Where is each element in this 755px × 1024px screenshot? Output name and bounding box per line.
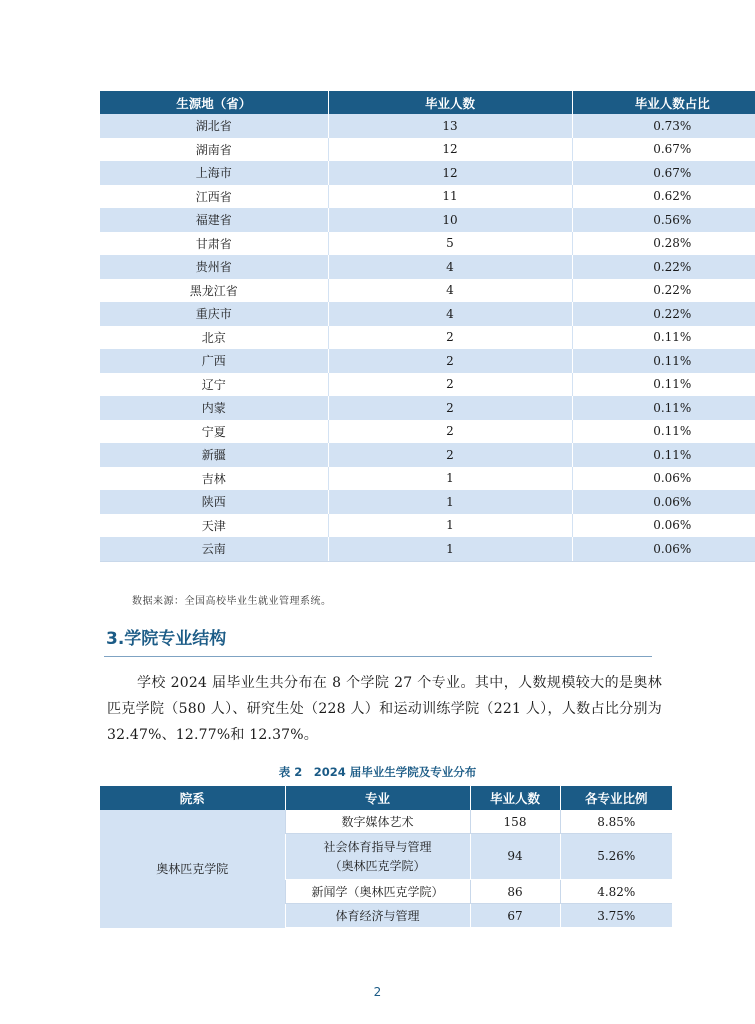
table-row xyxy=(100,138,755,162)
major-name: 新闻学（奥林匹克学院） xyxy=(285,880,470,904)
table-row xyxy=(100,208,755,232)
province-name: 吉林 xyxy=(100,467,328,491)
graduate-count: 158 xyxy=(470,810,560,834)
graduate-ratio: 0.22% xyxy=(572,279,755,303)
table-row xyxy=(100,326,755,350)
major-name-line2: （奥林匹克学院） xyxy=(329,858,426,873)
major-ratio: 5.26% xyxy=(560,834,672,880)
province-name: 湖北省 xyxy=(100,114,328,138)
graduate-ratio: 0.67% xyxy=(572,138,755,162)
heading-divider xyxy=(104,656,652,657)
header-major: 专业 xyxy=(285,786,470,810)
graduate-ratio: 0.73% xyxy=(572,114,755,138)
graduate-ratio: 0.11% xyxy=(572,443,755,467)
table-row xyxy=(100,255,755,279)
graduate-count: 12 xyxy=(328,161,572,185)
graduate-ratio: 0.06% xyxy=(572,514,755,538)
graduate-ratio: 0.62% xyxy=(572,185,755,209)
province-name: 广西 xyxy=(100,349,328,373)
province-name: 新疆 xyxy=(100,443,328,467)
graduate-count: 1 xyxy=(328,514,572,538)
major-name-line1: 社会体育指导与管理 xyxy=(323,839,432,854)
major-name: 体育经济与管理 xyxy=(285,904,470,928)
major-ratio: 3.75% xyxy=(560,904,672,928)
province-name: 上海市 xyxy=(100,161,328,185)
graduate-ratio: 0.06% xyxy=(572,467,755,491)
section-heading: 3.学院专业结构 xyxy=(106,629,227,649)
graduate-ratio: 0.22% xyxy=(572,255,755,279)
graduate-count: 4 xyxy=(328,279,572,303)
graduate-ratio: 0.11% xyxy=(572,326,755,350)
graduate-count: 86 xyxy=(470,880,560,904)
graduate-ratio: 0.11% xyxy=(572,349,755,373)
table-row xyxy=(100,373,755,397)
header-graduate-count: 毕业人数 xyxy=(328,91,572,114)
province-name: 湖南省 xyxy=(100,138,328,162)
province-name: 福建省 xyxy=(100,208,328,232)
graduate-count: 1 xyxy=(328,537,572,561)
graduate-count: 2 xyxy=(328,373,572,397)
table-header-row xyxy=(100,91,755,114)
province-name: 甘肃省 xyxy=(100,232,328,256)
province-name: 贵州省 xyxy=(100,255,328,279)
graduate-count: 4 xyxy=(328,255,572,279)
province-name: 黑龙江省 xyxy=(100,279,328,303)
table-row xyxy=(100,302,755,326)
page-number: 2 xyxy=(373,985,382,999)
header-graduate-count: 毕业人数 xyxy=(470,786,560,810)
table-row xyxy=(100,396,755,420)
header-province: 生源地（省） xyxy=(100,91,328,114)
province-name: 陕西 xyxy=(100,490,328,514)
graduate-count: 12 xyxy=(328,138,572,162)
table-row xyxy=(100,232,755,256)
graduate-count: 1 xyxy=(328,490,572,514)
table-body xyxy=(100,114,755,561)
graduate-ratio: 0.11% xyxy=(572,373,755,397)
body-paragraph: 学校 2024 届毕业生共分布在 8 个学院 27 个专业。其中，人数规模较大的是奥林匹克学院（580 人）、研究生处（228 人）和运动训练学院（221 人），人数占比分别为 32.47%、12.77%和 12.37%。 xyxy=(107,675,662,743)
province-name: 内蒙 xyxy=(100,396,328,420)
graduate-ratio: 0.11% xyxy=(572,396,755,420)
major-ratio: 8.85% xyxy=(560,810,672,834)
table-header-row xyxy=(100,786,672,810)
graduate-ratio: 0.06% xyxy=(572,490,755,514)
header-college: 院系 xyxy=(100,786,285,810)
province-name: 辽宁 xyxy=(100,373,328,397)
graduate-ratio: 0.28% xyxy=(572,232,755,256)
header-major-ratio: 各专业比例 xyxy=(560,786,672,810)
table-row xyxy=(100,185,755,209)
table-row xyxy=(100,490,755,514)
province-name: 北京 xyxy=(100,326,328,350)
graduate-ratio: 0.06% xyxy=(572,537,755,561)
province-name: 宁夏 xyxy=(100,420,328,444)
graduate-ratio: 0.56% xyxy=(572,208,755,232)
data-source-note: 数据来源：全国高校毕业生就业管理系统。 xyxy=(132,596,332,607)
graduate-count: 2 xyxy=(328,396,572,420)
graduate-count: 4 xyxy=(328,302,572,326)
college-name: 奥林匹克学院 xyxy=(100,810,285,928)
graduate-count: 13 xyxy=(328,114,572,138)
table-row xyxy=(100,349,755,373)
graduate-count: 1 xyxy=(328,467,572,491)
college-major-table xyxy=(100,786,672,928)
major-ratio: 4.82% xyxy=(560,880,672,904)
graduate-count: 11 xyxy=(328,185,572,209)
table-row xyxy=(100,420,755,444)
graduate-count: 5 xyxy=(328,232,572,256)
graduate-count: 2 xyxy=(328,420,572,444)
table-row xyxy=(100,537,755,561)
province-name: 云南 xyxy=(100,537,328,561)
table-row xyxy=(100,467,755,491)
graduate-count: 67 xyxy=(470,904,560,928)
graduate-count: 94 xyxy=(470,834,560,880)
province-name: 重庆市 xyxy=(100,302,328,326)
table-row xyxy=(100,279,755,303)
graduate-count: 10 xyxy=(328,208,572,232)
graduate-count: 2 xyxy=(328,443,572,467)
province-name: 天津 xyxy=(100,514,328,538)
province-distribution-table xyxy=(100,91,755,562)
table-row xyxy=(100,443,755,467)
graduate-count: 2 xyxy=(328,326,572,350)
table-row xyxy=(100,810,672,834)
major-name: 数字媒体艺术 xyxy=(285,810,470,834)
table-row xyxy=(100,161,755,185)
table-row xyxy=(100,114,755,138)
graduate-ratio: 0.67% xyxy=(572,161,755,185)
graduate-count: 2 xyxy=(328,349,572,373)
province-name: 江西省 xyxy=(100,185,328,209)
header-graduate-ratio: 毕业人数占比 xyxy=(572,91,755,114)
graduate-ratio: 0.11% xyxy=(572,420,755,444)
table-row xyxy=(100,514,755,538)
graduate-ratio: 0.22% xyxy=(572,302,755,326)
major-name xyxy=(285,834,470,880)
table-caption: 表 2 2024 届毕业生学院及专业分布 xyxy=(278,765,477,779)
